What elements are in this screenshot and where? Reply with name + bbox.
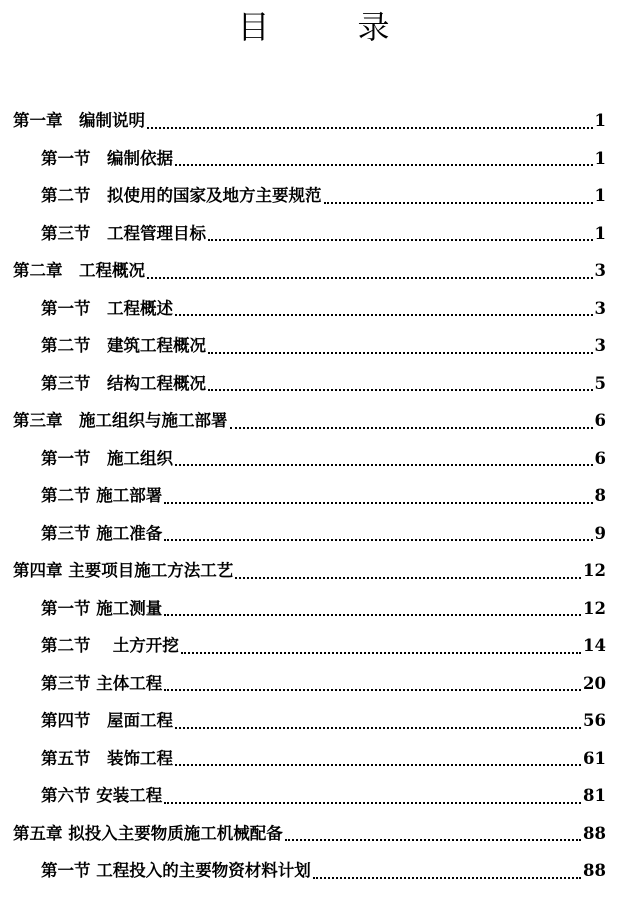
toc-page-number: 14 [583,636,606,655]
toc-dot-leader [235,577,581,579]
toc-section-entry[interactable] [0,440,627,478]
toc-entry-title: 第四节 屋面工程 [41,711,173,730]
toc-dot-leader [175,764,581,766]
toc-entry-title: 第三节 主体工程 [41,673,163,693]
toc-page-number: 12 [583,561,606,580]
toc-entry-title: 第一节 编制依据 [41,148,173,168]
toc-section-entry[interactable] [0,665,627,703]
toc-section-entry[interactable] [0,515,627,553]
toc-dot-leader [164,802,581,804]
toc-entry-title: 第三章 施工组织与施工部署 [13,411,228,430]
toc-dot-leader [164,502,592,504]
toc-page-number: 3 [594,298,606,318]
toc-page-number: 6 [594,411,606,430]
toc-entry-title: 第二节 拟使用的国家及地方主要规范 [41,186,322,205]
toc-entry-title: 第三节 工程管理目标 [41,223,206,243]
toc-page-number: 88 [583,823,606,843]
toc-chapter-entry[interactable] [0,552,627,590]
toc-entry-title: 第五节 装饰工程 [41,748,173,768]
toc-entry-title: 第二节 建筑工程概况 [41,336,206,355]
toc-section-entry[interactable] [0,627,627,665]
toc-dot-leader [175,314,593,316]
toc-entry-title: 第一节 工程投入的主要物资材料计划 [41,861,311,880]
toc-dot-leader [324,202,593,204]
toc-dot-leader [147,277,593,279]
toc-dot-leader [175,164,593,166]
toc-page-number: 1 [594,148,606,168]
toc-entry-title: 第五章 拟投入主要物质施工机械配备 [13,823,283,843]
toc-dot-leader [208,352,593,354]
toc-section-entry[interactable] [0,590,627,628]
toc-chapter-entry[interactable] [0,815,627,853]
toc-entry-title: 第一章 编制说明 [13,111,145,130]
toc-entry-title: 第六节 安装工程 [41,786,163,805]
toc-dot-leader [164,539,592,541]
toc-page-number: 20 [583,673,606,693]
toc-entry-title: 第一节 施工组织 [41,448,173,468]
toc-dot-leader [285,839,581,841]
table-of-contents [0,102,627,890]
toc-chapter-entry[interactable] [0,252,627,290]
toc-section-entry[interactable] [0,215,627,253]
toc-page-number: 3 [594,261,606,280]
toc-section-entry[interactable] [0,777,627,815]
toc-dot-leader [208,239,593,241]
toc-dot-leader [164,689,581,691]
toc-entry-title: 第二节 施工部署 [41,486,163,505]
toc-page-number: 12 [583,598,606,618]
toc-chapter-entry[interactable] [0,402,627,440]
toc-dot-leader [164,614,581,616]
toc-section-entry[interactable] [0,852,627,890]
toc-section-entry[interactable] [0,290,627,328]
toc-entry-title: 第二节 土方开挖 [41,636,179,655]
toc-section-entry[interactable] [0,477,627,515]
toc-section-entry[interactable] [0,327,627,365]
toc-section-entry[interactable] [0,702,627,740]
toc-page-number: 6 [594,448,606,468]
toc-chapter-entry[interactable] [0,102,627,140]
toc-entry-title: 第三节 结构工程概况 [41,373,206,393]
toc-page-number: 1 [594,111,606,130]
toc-page-number: 9 [594,523,606,543]
toc-entry-title: 第三节 施工准备 [41,523,163,543]
toc-page-number: 1 [594,223,606,243]
toc-dot-leader [175,727,581,729]
toc-page-number: 88 [583,861,606,880]
toc-dot-leader [230,427,593,429]
toc-page-number: 56 [583,711,606,730]
toc-dot-leader [313,877,581,879]
toc-section-entry[interactable] [0,740,627,778]
toc-section-entry[interactable] [0,140,627,178]
toc-entry-title: 第一节 工程概述 [41,298,173,318]
toc-entry-title: 第二章 工程概况 [13,261,145,280]
toc-page-number: 8 [594,486,606,505]
toc-entry-title: 第一节 施工测量 [41,598,163,618]
toc-dot-leader [208,389,593,391]
toc-dot-leader [181,652,581,654]
toc-page-number: 81 [583,786,606,805]
toc-page-number: 61 [583,748,606,768]
toc-page-number: 3 [594,336,606,355]
toc-dot-leader [147,127,593,129]
page-title: 目 录 [237,8,418,46]
toc-section-entry[interactable] [0,365,627,403]
toc-section-entry[interactable] [0,177,627,215]
toc-page-number: 1 [594,186,606,205]
toc-entry-title: 第四章 主要项目施工方法工艺 [13,561,234,580]
toc-page-number: 5 [594,373,606,393]
toc-dot-leader [175,464,593,466]
